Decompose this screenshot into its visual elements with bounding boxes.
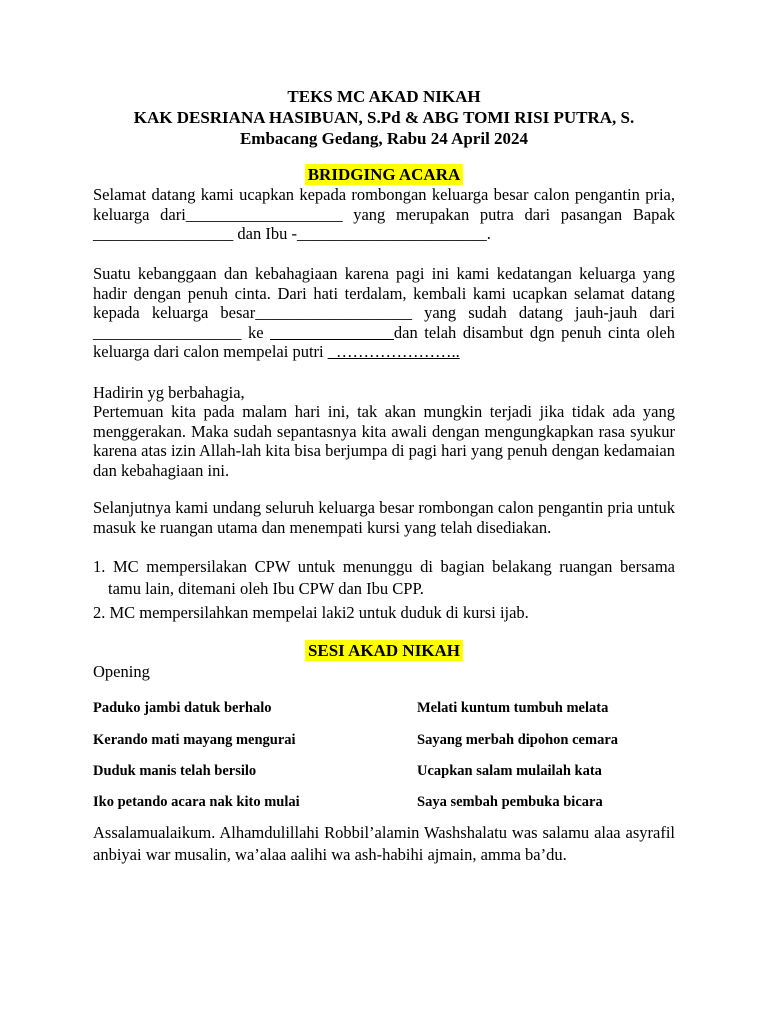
poem-line: Ucapkan salam mulailah kata	[417, 763, 602, 779]
paragraph-welcome	[93, 185, 675, 244]
section-heading-bridging	[0, 165, 768, 185]
paragraph-pride	[93, 264, 675, 362]
bridging-heading-text: BRIDGING ACARA	[305, 164, 464, 185]
poem-line: Melati kuntum tumbuh melata	[417, 700, 609, 716]
blank-destination: _______________	[270, 322, 394, 342]
instruction-list	[93, 556, 675, 626]
pride-text-b: yang sudah datang jauh-jauh dari	[411, 303, 675, 322]
pride-text-c: ke	[241, 322, 271, 342]
paragraph-invitation: Selanjutnya kami undang seluruh keluarga besar rombongan calon pengantin pria untuk masuk ke ruangan utama dan menempati kursi yang telah disediakan.	[93, 498, 675, 537]
poem-line: Kerando mati mayang mengurai	[93, 732, 296, 748]
pride-text-a: Suatu kebanggaan dan kebahagiaan karena pagi ini kami kedatangan keluarga yang hadir dengan penuh cinta. Dari hati terdalam, kembali kami ucapkan selamat datang kepada keluarga besar	[93, 264, 675, 322]
doc-couple-names: KAK DESRIANA HASIBUAN, S.Pd & ABG TOMI RISI PUTRA, S.	[133, 108, 635, 127]
doc-title: TEKS MC AKAD NIKAH	[287, 87, 481, 106]
closing-paragraph: Assalamualaikum. Alhamdulillahi Robbil’alamin Washshalatu was salamu alaa asyrafil anbiyai war musalin, wa’alaa aalihi wa ash-habihi ajmain, amma ba’du.	[93, 823, 675, 864]
welcome-text-b: yang merupakan putra dari pasangan Bapak	[342, 204, 675, 224]
blank-origin: __________________	[93, 322, 242, 342]
poem-line: Sayang merbah dipohon cemara	[417, 732, 619, 748]
poem-line: Saya sembah pembuka bicara	[417, 794, 603, 810]
paragraph-gathering: Pertemuan kita pada malam hari ini, tak akan mungkin terjadi jika tidak ada yang menggerakan. Maka sudah sepantasnya kita awali dengan mengungkapkan rasa syukur karena atas izin Allah-lah kita bisa berjumpa di pagi hari yang penuh dengan kedamaian dan kebahagiaan ini.	[93, 402, 675, 480]
blank-family-origin: ___________________	[185, 204, 343, 224]
poem-line: Iko petando acara nak kito mulai	[93, 794, 300, 810]
greeting-line: Hadirin yg berbahagia,	[93, 383, 245, 402]
blank-father-name: _________________	[93, 224, 234, 243]
list-item: 2. MC mempersilahkan mempelai laki2 untuk duduk di kursi ijab.	[93, 603, 529, 622]
pride-text-d: dan telah disambut dgn penuh cinta oleh keluarga dari calon mempelai putri	[93, 322, 675, 361]
welcome-text-c: dan Ibu -	[233, 224, 297, 243]
poem-line: Duduk manis telah bersilo	[93, 763, 257, 779]
welcome-text-d: .	[486, 224, 491, 243]
blank-bride-family: _…………………..	[327, 342, 460, 361]
poem-line: Paduko jambi datuk berhalo	[93, 700, 272, 716]
blank-family-name: ___________________	[255, 303, 412, 322]
opening-label: Opening	[93, 662, 150, 681]
blank-mother-name: _______________________	[296, 224, 487, 243]
doc-place-date: Embacang Gedang, Rabu 24 April 2024	[239, 129, 529, 148]
section-heading-akad	[0, 641, 768, 661]
welcome-text-a: Selamat datang kami ucapkan kepada rombongan keluarga besar calon pengantin pria, keluarga dari	[93, 185, 675, 224]
akad-heading-text: SESI AKAD NIKAH	[305, 640, 463, 661]
list-item: 1. MC mempersilakan CPW untuk menunggu di bagian belakang ruangan bersama tamu lain, ditemani oleh Ibu CPW dan Ibu CPP.	[93, 557, 675, 598]
